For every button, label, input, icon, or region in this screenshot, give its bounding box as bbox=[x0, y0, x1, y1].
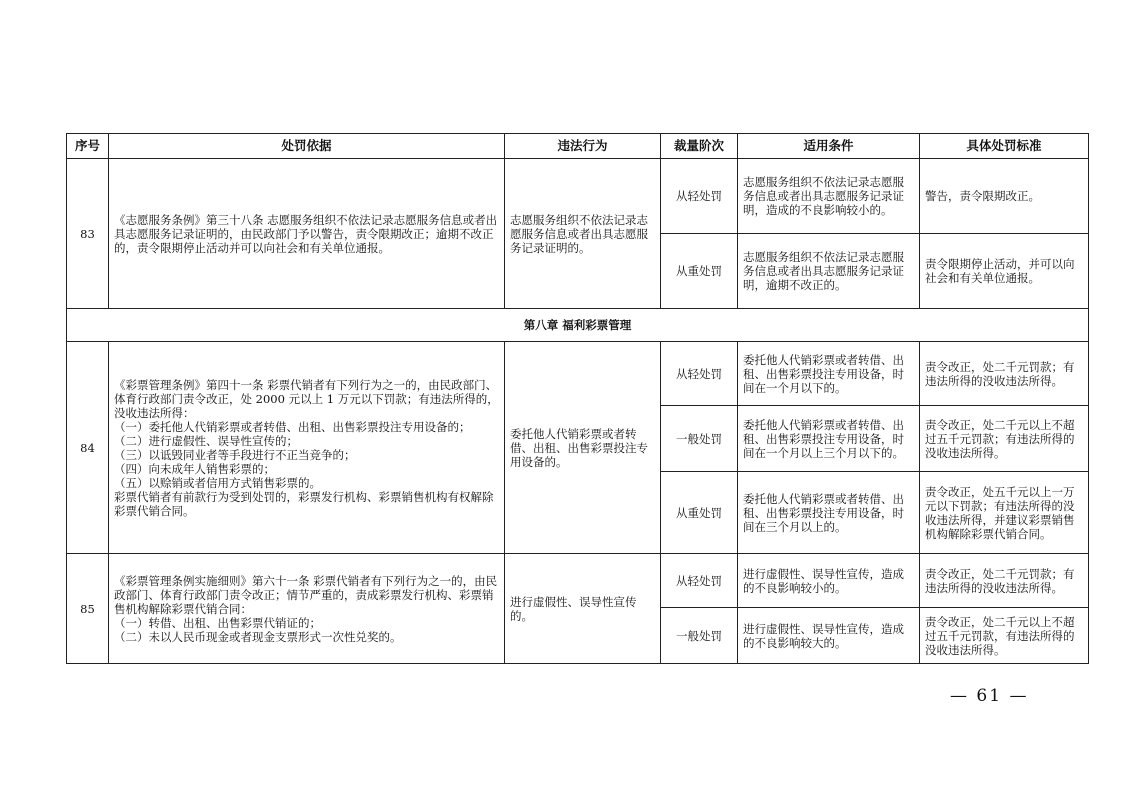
applicable-condition: 志愿服务组织不依法记录志愿服务信息或者出具志愿服务记录证明，造成的不良影响较小的。 bbox=[738, 159, 920, 234]
header-level: 裁量阶次 bbox=[661, 134, 738, 159]
discretion-level: 从轻处罚 bbox=[661, 554, 738, 608]
discretion-level: 一般处罚 bbox=[661, 406, 738, 472]
penalty-basis: 《彩票管理条例实施细则》第六十一条 彩票代销者有下列行为之一的，由民政部门、体育行政部门责令改正；情节严重的，责成彩票发行机构、彩票销售机构解除彩票代销合同： （一）转借、出租、出售彩票代销证的； （二）未以人民币现金或者现金支票形式一次性兑奖的。 bbox=[109, 554, 505, 664]
violation-act: 委托他人代销彩票或者转借、出租、出售彩票投注专用设备的。 bbox=[505, 342, 661, 554]
penalty-standard: 责令改正，处二千元罚款；有违法所得的没收违法所得。 bbox=[920, 554, 1089, 608]
penalty-basis: 《彩票管理条例》第四十一条 彩票代销者有下列行为之一的，由民政部门、体育行政部门责令改正，处 2000 元以上 1 万元以下罚款；有违法所得的，没收违法所得： （一）委托他人代销彩票或者转借、出租、出售彩票投注专用设备的； （二）进行虚假性、误导性宣传的； （三）以诋毁同业者等手段进行不正当竞争的； （四）向未成年人销售彩票的； （五）以赊销或者信用方式销售彩票的。 彩票代销者有前款行为受到处罚的，彩票发行机构、彩票销售机构有权解除彩票代销合同。 bbox=[109, 342, 505, 554]
header-std: 具体处罚标准 bbox=[920, 134, 1089, 159]
header-row bbox=[67, 134, 1089, 159]
row-number: 84 bbox=[67, 342, 109, 554]
violation-act: 进行虚假性、误导性宣传的。 bbox=[505, 554, 661, 664]
header-no: 序号 bbox=[67, 134, 109, 159]
header-basis: 处罚依据 bbox=[109, 134, 505, 159]
table-row bbox=[67, 159, 1089, 234]
penalty-standard: 责令改正，处二千元以上不超过五千元罚款，有违法所得的没收违法所得。 bbox=[920, 608, 1089, 664]
row-number: 85 bbox=[67, 554, 109, 664]
applicable-condition: 委托他人代销彩票或者转借、出租、出售彩票投注专用设备，时间在一个月以上三个月以下的。 bbox=[738, 406, 920, 472]
table-row bbox=[67, 554, 1089, 608]
discretion-level: 一般处罚 bbox=[661, 608, 738, 664]
penalty-standard: 警告，责令限期改正。 bbox=[920, 159, 1089, 234]
penalty-standard: 责令限期停止活动，并可以向社会和有关单位通报。 bbox=[920, 234, 1089, 309]
violation-act: 志愿服务组织不依法记录志愿服务信息或者出具志愿服务记录证明的。 bbox=[505, 159, 661, 309]
row-number: 83 bbox=[67, 159, 109, 309]
discretion-level: 从轻处罚 bbox=[661, 159, 738, 234]
discretion-level: 从重处罚 bbox=[661, 472, 738, 554]
header-act: 违法行为 bbox=[505, 134, 661, 159]
chapter-row bbox=[67, 309, 1089, 342]
penalty-standard: 责令改正，处五千元以上一万元以下罚款；有违法所得的没收违法所得，并建议彩票销售机构解除彩票代销合同。 bbox=[920, 472, 1089, 554]
applicable-condition: 委托他人代销彩票或者转借、出租、出售彩票投注专用设备，时间在一个月以下的。 bbox=[738, 342, 920, 406]
penalty-standard: 责令改正，处二千元罚款；有违法所得的没收违法所得。 bbox=[920, 342, 1089, 406]
discretion-level: 从轻处罚 bbox=[661, 342, 738, 406]
penalty-standard: 责令改正，处二千元以上不超过五千元罚款；有违法所得的没收违法所得。 bbox=[920, 406, 1089, 472]
table-row bbox=[67, 342, 1089, 406]
applicable-condition: 志愿服务组织不依法记录志愿服务信息或者出具志愿服务记录证明，逾期不改正的。 bbox=[738, 234, 920, 309]
applicable-condition: 委托他人代销彩票或者转借、出租、出售彩票投注专用设备，时间在三个月以上的。 bbox=[738, 472, 920, 554]
chapter-title: 第八章 福利彩票管理 bbox=[67, 309, 1089, 342]
header-cond: 适用条件 bbox=[738, 134, 920, 159]
applicable-condition: 进行虚假性、误导性宣传，造成的不良影响较小的。 bbox=[738, 554, 920, 608]
applicable-condition: 进行虚假性、误导性宣传，造成的不良影响较大的。 bbox=[738, 608, 920, 664]
discretion-level: 从重处罚 bbox=[661, 234, 738, 309]
penalty-basis: 《志愿服务条例》第三十八条 志愿服务组织不依法记录志愿服务信息或者出具志愿服务记录证明的，由民政部门予以警告，责令限期改正；逾期不改正的，责令限期停止活动并可以向社会和有关单位通报。 bbox=[109, 159, 505, 309]
penalty-table bbox=[66, 133, 1089, 664]
page-number: — 61 — bbox=[950, 686, 1029, 706]
